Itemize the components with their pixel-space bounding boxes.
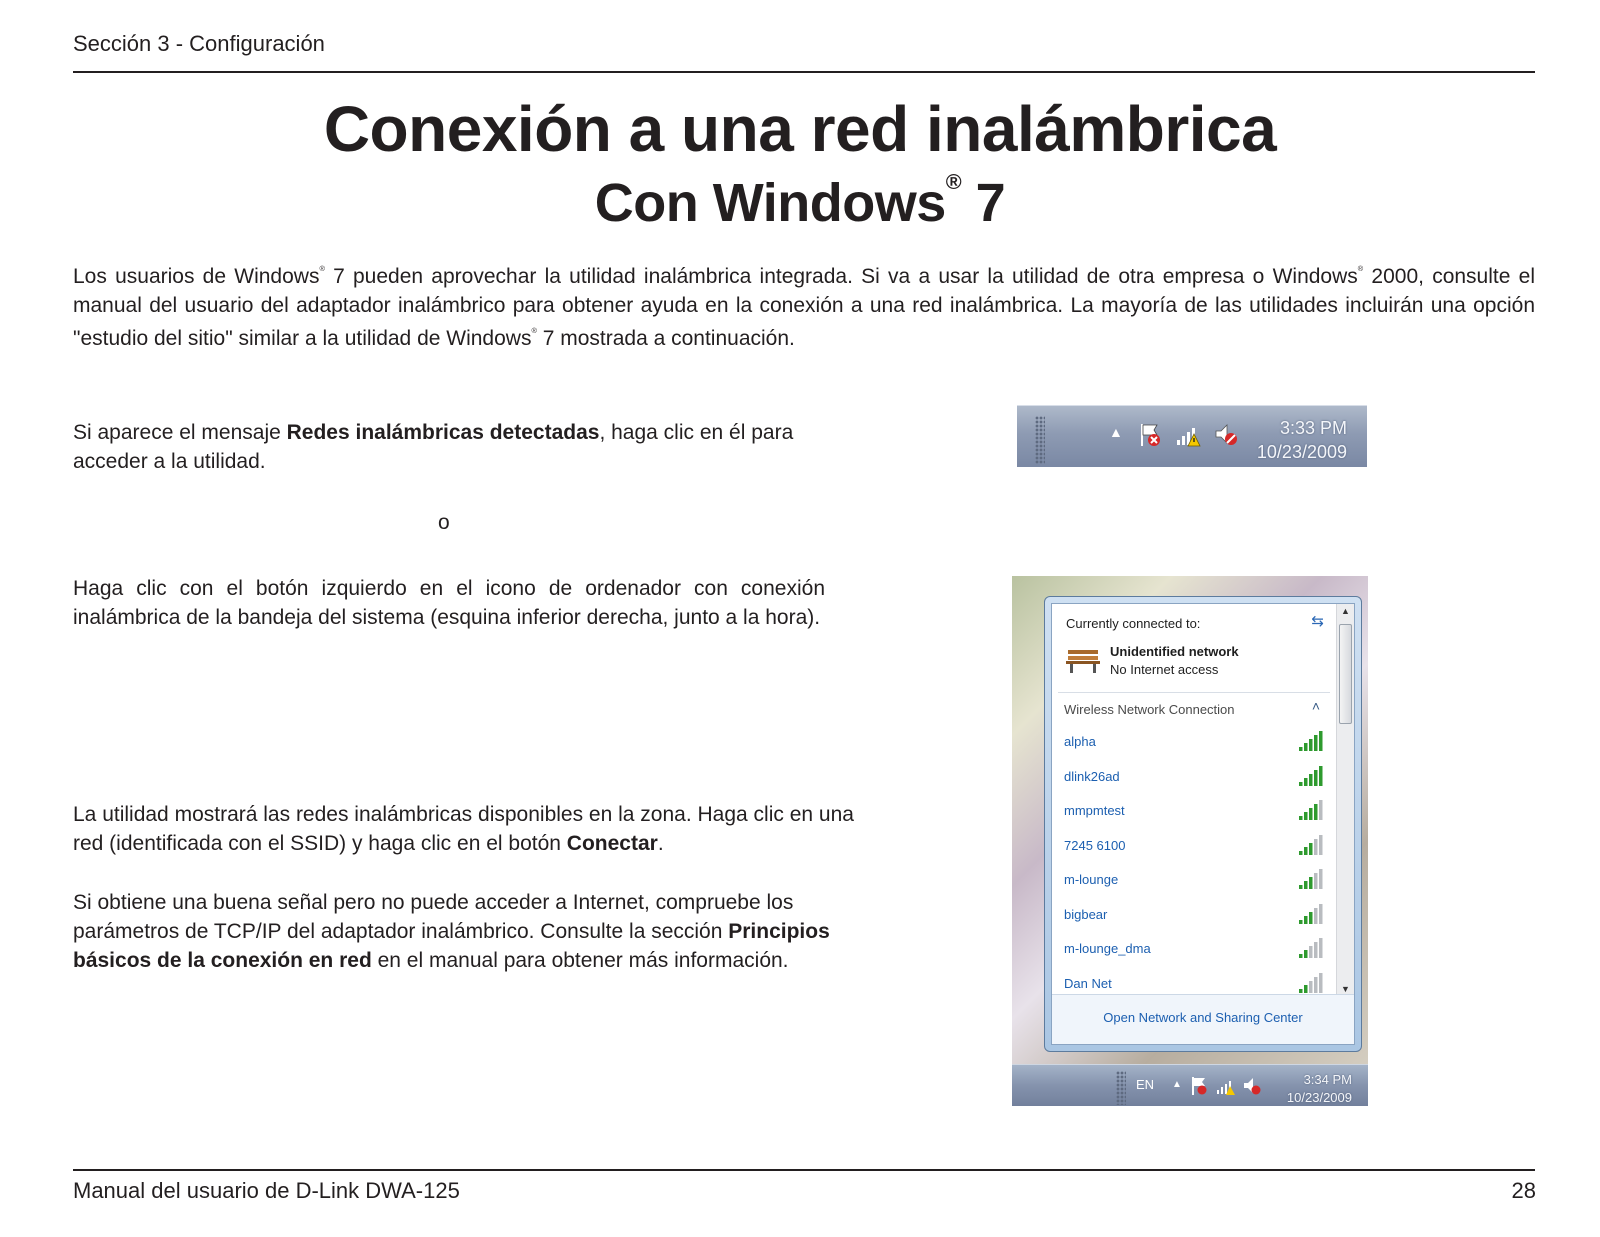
p1-text-1: Si aparece el mensaje [73, 421, 287, 444]
open-sharing-center-link[interactable]: Open Network and Sharing Center [1103, 1010, 1303, 1025]
section-header: Sección 3 - Configuración [73, 31, 325, 56]
flag-error-icon[interactable] [1139, 422, 1161, 448]
taskbar-clock[interactable] [1287, 1071, 1352, 1106]
speaker-muted-icon[interactable] [1213, 422, 1239, 448]
scroll-up-icon[interactable]: ▲ [1341, 606, 1350, 616]
p4-text-2: en el manual para obtener más información. [371, 949, 789, 972]
instruction-detected-message [73, 418, 843, 476]
or-separator: o [438, 511, 450, 534]
intro-text-1: Los usuarios de Windows [73, 265, 320, 288]
p4-bold: Principios básicos de la conexión en red [73, 920, 830, 972]
registered-mark: ® [945, 169, 962, 195]
network-item[interactable] [1064, 834, 1324, 869]
current-network-name: Unidentified network [1110, 644, 1239, 659]
network-ssid: alpha [1064, 734, 1096, 749]
intro-text-4: 7 mostrada a continuación. [536, 327, 795, 350]
sharing-center-bar [1052, 994, 1354, 1044]
p3-text-1: La utilidad mostrará las redes inalámbricas disponibles en la zona. Haga clic en una red (identificada con el SSID) y haga clic en el botón [73, 803, 854, 855]
clock-date: 10/23/2009 [1286, 1090, 1352, 1105]
intro-paragraph [73, 258, 1535, 353]
p3-text-2: . [657, 832, 664, 855]
connected-label: Currently connected to: [1066, 616, 1201, 631]
bench-network-icon [1066, 644, 1100, 674]
registered-mark: ® [319, 263, 325, 273]
signal-strength-icon [1298, 730, 1324, 752]
signal-strength-icon [1298, 765, 1324, 787]
p4-text-1: Si obtiene una buena señal pero no puede acceder a Internet, compruebe los parámetros de TCP/IP del adaptador inalámbrico. Consulte la sección [73, 891, 794, 943]
wireless-connection-label: Wireless Network Connection [1064, 702, 1235, 717]
network-item[interactable] [1064, 937, 1324, 972]
network-flyout [1044, 596, 1362, 1052]
taskbar-clock[interactable] [1257, 416, 1347, 464]
signal-strength-icon [1298, 903, 1324, 925]
speaker-muted-icon[interactable] [1242, 1075, 1262, 1097]
flyout-panel [1051, 603, 1355, 1045]
network-list [1064, 730, 1324, 1006]
signal-strength-icon [1298, 868, 1324, 890]
network-ssid: bigbear [1064, 906, 1108, 922]
instruction-tray-icon: Haga clic con el botón izquierdo en el icono de ordenador con conexión inalámbrica de la bandeja del sistema (esquina inferior derecha, junto a la hora). [73, 577, 825, 629]
network-item[interactable] [1064, 799, 1324, 834]
signal-strength-icon [1298, 834, 1324, 856]
page-title: Conexión a una red inalámbrica [323, 93, 1277, 165]
clock-date: 10/23/2009 [1256, 442, 1347, 462]
network-ssid: m-lounge [1064, 872, 1119, 887]
taskbar-bottom [1012, 1064, 1368, 1106]
instruction-troubleshoot [73, 888, 863, 975]
clock-time: 3:34 PM [1303, 1072, 1352, 1087]
bottom-divider [73, 1169, 1535, 1171]
signal-strength-icon [1298, 972, 1324, 994]
p1-bold: Redes inalámbricas detectadas [286, 421, 600, 444]
network-ssid: dlink26ad [1064, 768, 1120, 784]
refresh-icon[interactable]: ⇆ [1311, 613, 1324, 630]
network-flyout-screenshot [1012, 576, 1368, 1106]
taskbar-grip [1035, 416, 1045, 464]
signal-warning-icon[interactable] [1216, 1075, 1236, 1097]
network-ssid: mmpmtest [1064, 803, 1125, 818]
subtitle-suffix: 7 [961, 173, 1006, 233]
page-subtitle [0, 169, 1600, 234]
network-item[interactable] [1064, 730, 1324, 765]
signal-warning-icon[interactable] [1175, 422, 1201, 448]
instruction-select-network [73, 800, 863, 858]
network-item[interactable] [1064, 765, 1324, 800]
clock-time: 3:33 PM [1279, 418, 1347, 438]
signal-strength-icon [1298, 937, 1324, 959]
top-divider [73, 71, 1535, 73]
footer-manual-title: Manual del usuario de D-Link DWA-125 [73, 1178, 460, 1203]
language-indicator[interactable]: EN [1136, 1077, 1155, 1092]
scroll-thumb[interactable] [1339, 624, 1352, 724]
chevron-up-icon[interactable]: ˄ [1311, 698, 1320, 714]
arrow-up-icon[interactable]: ▲ [1109, 424, 1123, 440]
network-ssid: 7245 6100 [1064, 837, 1126, 853]
registered-mark: ® [531, 325, 537, 335]
scroll-down-icon[interactable]: ▼ [1341, 984, 1350, 994]
network-ssid: Dan Net [1064, 975, 1112, 991]
intro-text-3: 2000, consulte el manual del usuario del adaptador inalámbrico para obtener ayuda en la conexión a una red inalámbrica. La mayoría de las utilidades incluirán una opción "estudio del sitio" similar a la utilidad de Windows [73, 265, 1535, 350]
network-list-scrollbar[interactable] [1336, 604, 1354, 996]
intro-text-2: 7 pueden aprovechar la utilidad inalámbrica integrada. Si va a usar la utilidad de otra empresa o Windows [324, 265, 1358, 288]
current-network-status: No Internet access [1110, 662, 1219, 677]
registered-mark: ® [1357, 263, 1364, 273]
network-item[interactable] [1064, 903, 1324, 938]
subtitle-prefix: Con Windows [594, 173, 946, 233]
page-number: 28 [1511, 1178, 1536, 1203]
p3-bold: Conectar [566, 832, 658, 855]
taskbar-screenshot [1017, 405, 1367, 467]
signal-strength-icon [1298, 799, 1324, 821]
network-ssid: m-lounge_dma [1064, 941, 1151, 956]
flyout-divider [1058, 692, 1330, 693]
p1-text-2: , haga clic en él para acceder a la utilidad. [73, 421, 794, 473]
taskbar-grip [1116, 1071, 1126, 1105]
arrow-up-icon[interactable]: ▲ [1172, 1079, 1182, 1090]
network-item[interactable] [1064, 868, 1324, 903]
flag-error-icon[interactable] [1190, 1075, 1208, 1097]
